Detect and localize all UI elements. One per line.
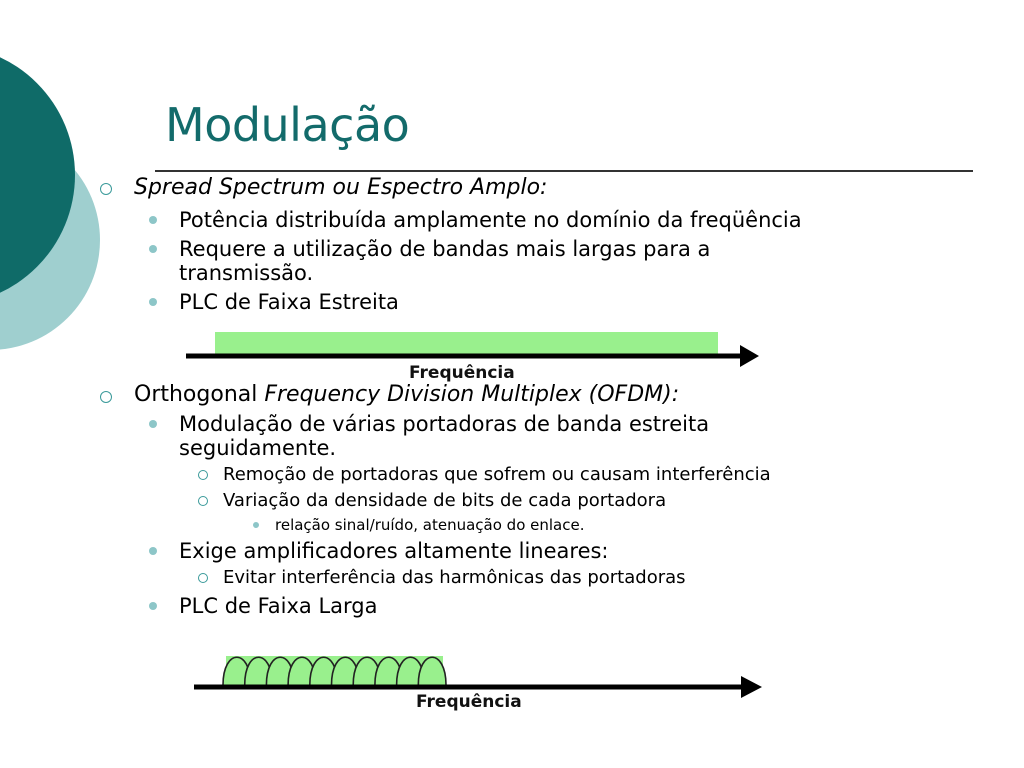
bullet-potencia: Potência distribuída amplamente no domínio da freqüência	[179, 208, 802, 232]
dot-bullet-icon	[253, 522, 259, 528]
dot-bullet-icon	[149, 547, 157, 555]
hollow-bullet-icon	[100, 183, 112, 195]
frequency-label: Frequência	[416, 692, 522, 712]
hollow-bullet-icon	[100, 391, 112, 403]
dot-bullet-icon	[149, 298, 157, 306]
ofdm-spectrum-figure	[188, 644, 778, 714]
narrowband-spectrum-band	[215, 332, 718, 354]
bullet-requere-line2: transmissão.	[179, 261, 314, 285]
bullet-requere-line1: Requere a utilização de bandas mais largas para a	[179, 237, 711, 261]
bullet-plc-faixa-larga: PLC de Faixa Larga	[179, 594, 378, 618]
ofdm-subcarriers	[223, 656, 446, 685]
bullet-spread-spectrum: Spread Spectrum ou Espectro Amplo:	[134, 175, 548, 200]
bullet-ofdm: Orthogonal Frequency Division Multiplex (OFDM):	[134, 382, 680, 407]
title-divider	[155, 170, 973, 172]
hollow-bullet-icon	[198, 573, 208, 583]
bullet-modulacao-line2: seguidamente.	[179, 436, 337, 460]
hollow-bullet-icon	[198, 470, 208, 480]
dot-bullet-icon	[149, 602, 157, 610]
dot-bullet-icon	[149, 245, 157, 253]
bullet-relacao: relação sinal/ruído, atenuação do enlace.	[275, 516, 585, 534]
arrow-head-icon	[741, 676, 762, 698]
bullet-remocao: Remoção de portadoras que sofrem ou causam interferência	[223, 464, 771, 485]
bullet-evitar: Evitar interferência das harmônicas das portadoras	[223, 567, 686, 588]
narrowband-spectrum-figure	[180, 328, 770, 384]
bullet-plc-faixa-estreita: PLC de Faixa Estreita	[179, 290, 399, 314]
decorative-circles	[0, 0, 140, 420]
bullet-modulacao-line1: Modulação de várias portadoras de banda estreita	[179, 412, 710, 436]
bullet-variacao: Variação da densidade de bits de cada portadora	[223, 490, 667, 511]
page-title: Modulação	[165, 98, 410, 152]
arrow-head-icon	[740, 345, 759, 367]
dot-bullet-icon	[149, 216, 157, 224]
frequency-label: Frequência	[409, 363, 515, 383]
dot-bullet-icon	[149, 420, 157, 428]
bullet-exige: Exige amplificadores altamente lineares:	[179, 539, 609, 563]
hollow-bullet-icon	[198, 496, 208, 506]
